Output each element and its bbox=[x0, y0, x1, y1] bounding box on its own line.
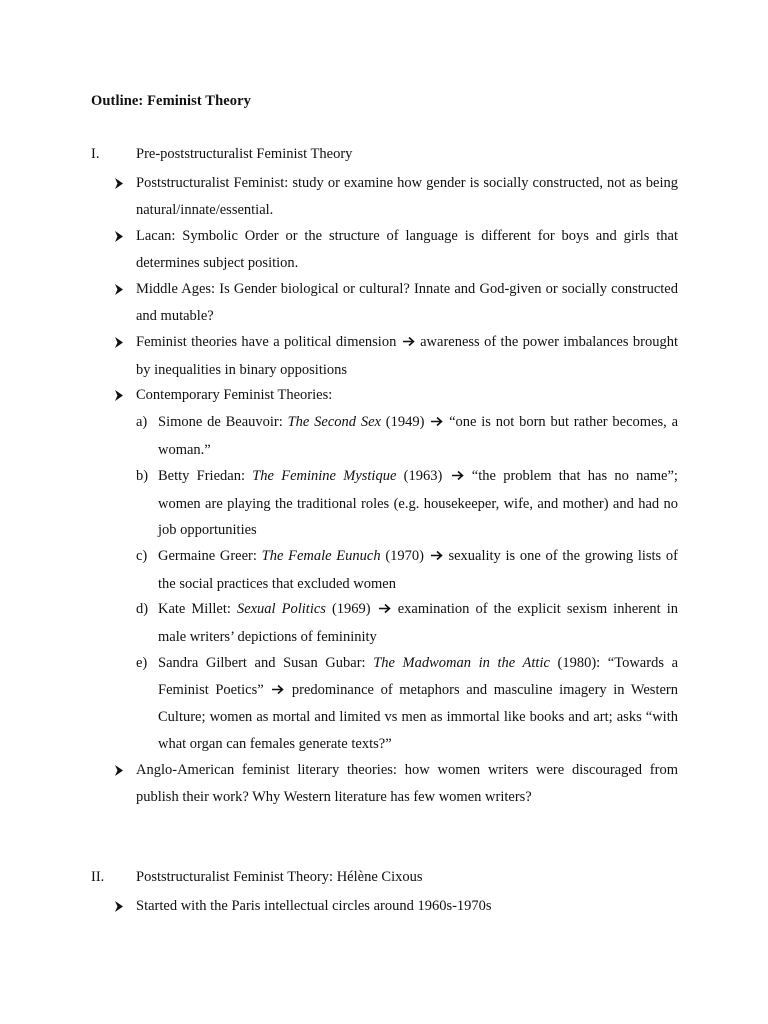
work-title: Sexual Politics bbox=[236, 601, 326, 617]
year: (1970) bbox=[380, 548, 429, 564]
arrowhead-bullet-icon bbox=[113, 223, 127, 249]
bullet-text: Contemporary Feminist Theories: bbox=[136, 387, 333, 403]
work-title: The Madwoman in the Attic bbox=[373, 655, 550, 671]
sub-item-text bbox=[158, 543, 678, 597]
bullet-item bbox=[113, 276, 678, 329]
bullet-text: Poststructuralist Feminist: study or examine how gender is socially constructed, not as being natural/innate/essential. bbox=[136, 175, 678, 218]
sub-item-text bbox=[158, 463, 678, 544]
author: Betty Friedan: bbox=[158, 468, 253, 484]
sub-item-label: d) bbox=[136, 601, 149, 617]
author: Kate Millet: bbox=[158, 601, 237, 617]
sub-item-label: c) bbox=[136, 548, 148, 564]
bullet-item bbox=[113, 170, 678, 223]
section-title: Poststructuralist Feminist Theory: Hélène Cixous bbox=[136, 869, 423, 885]
sub-item-text bbox=[158, 409, 678, 463]
right-arrow-icon bbox=[402, 330, 415, 357]
bullet-text-after-arrow: awareness of the power imbalances brought by inequalities in binary oppositions bbox=[136, 334, 679, 378]
author: Sandra Gilbert and Susan Gubar: bbox=[158, 655, 374, 671]
author: Germaine Greer: bbox=[158, 548, 262, 564]
bullet-text bbox=[136, 329, 678, 383]
description: “one is not born but rather becomes, a woman.” bbox=[158, 414, 679, 458]
sub-item-d bbox=[136, 596, 678, 650]
section-title: Pre-poststructuralist Feminist Theory bbox=[136, 146, 353, 162]
bullet-item bbox=[113, 893, 678, 920]
work-title: The Female Eunuch bbox=[261, 548, 381, 564]
bullet-item bbox=[113, 382, 678, 409]
bullet-item bbox=[113, 223, 678, 276]
description: predominance of metaphors and masculine imagery in Western Culture; women as mortal and limited vs men as immortal like books and art; asks “with what organ can females generate texts?” bbox=[158, 681, 678, 752]
arrowhead-bullet-icon bbox=[113, 276, 127, 302]
author: Simone de Beauvoir: bbox=[158, 414, 288, 430]
section-number: II. bbox=[91, 869, 105, 885]
right-arrow-icon bbox=[451, 464, 464, 491]
sub-item-c bbox=[136, 543, 678, 597]
arrowhead-bullet-icon bbox=[113, 893, 127, 919]
sub-item-label: b) bbox=[136, 468, 149, 484]
bullet-text: Anglo-American feminist literary theories: how women writers were discouraged from publish their work? Why Western literature has few women writers? bbox=[136, 762, 678, 805]
sub-item-text bbox=[158, 650, 678, 757]
sub-item-e bbox=[136, 650, 678, 757]
right-arrow-icon bbox=[430, 544, 443, 571]
bullet-item bbox=[113, 757, 678, 810]
bullet-text: Started with the Paris intellectual circles around 1960s-1970s bbox=[136, 898, 492, 914]
work-title: The Feminine Mystique bbox=[252, 468, 397, 484]
arrowhead-bullet-icon bbox=[113, 170, 127, 196]
description: examination of the explicit sexism inherent in male writers’ depictions of femininity bbox=[158, 601, 679, 645]
right-arrow-icon bbox=[378, 597, 391, 624]
year: (1949) bbox=[380, 414, 430, 430]
bullet-text: Lacan: Symbolic Order or the structure of language is different for boys and girls that determines subject position. bbox=[136, 228, 678, 271]
arrowhead-bullet-icon bbox=[113, 329, 127, 355]
section-number: I. bbox=[91, 146, 100, 162]
bullet-item bbox=[113, 329, 678, 383]
description: sexuality is one of the growing lists of the social practices that excluded women bbox=[158, 548, 678, 592]
arrowhead-bullet-icon bbox=[113, 757, 127, 783]
year: (1980): “Towards a Feminist Poetics” bbox=[158, 655, 678, 698]
sub-item-label: e) bbox=[136, 655, 148, 671]
sub-item-a bbox=[136, 409, 678, 463]
arrowhead-bullet-icon bbox=[113, 382, 127, 408]
year: (1963) bbox=[396, 468, 450, 484]
sub-item-b bbox=[136, 463, 678, 544]
description: “the problem that has no name”; women are playing the traditional roles (e.g. housekeeper, wife, and mother) and had no job opportunities bbox=[158, 468, 678, 538]
right-arrow-icon bbox=[271, 678, 284, 705]
bullet-text-before-arrow: Feminist theories have a political dimension bbox=[136, 334, 397, 350]
right-arrow-icon bbox=[430, 410, 443, 437]
sub-item-text bbox=[158, 596, 678, 650]
document-title: Outline: Feminist Theory bbox=[91, 93, 252, 109]
bullet-text: Middle Ages: Is Gender biological or cultural? Innate and God-given or socially constructed and mutable? bbox=[136, 281, 678, 324]
sub-item-label: a) bbox=[136, 414, 148, 430]
year: (1969) bbox=[325, 601, 377, 617]
work-title: The Second Sex bbox=[287, 414, 381, 430]
